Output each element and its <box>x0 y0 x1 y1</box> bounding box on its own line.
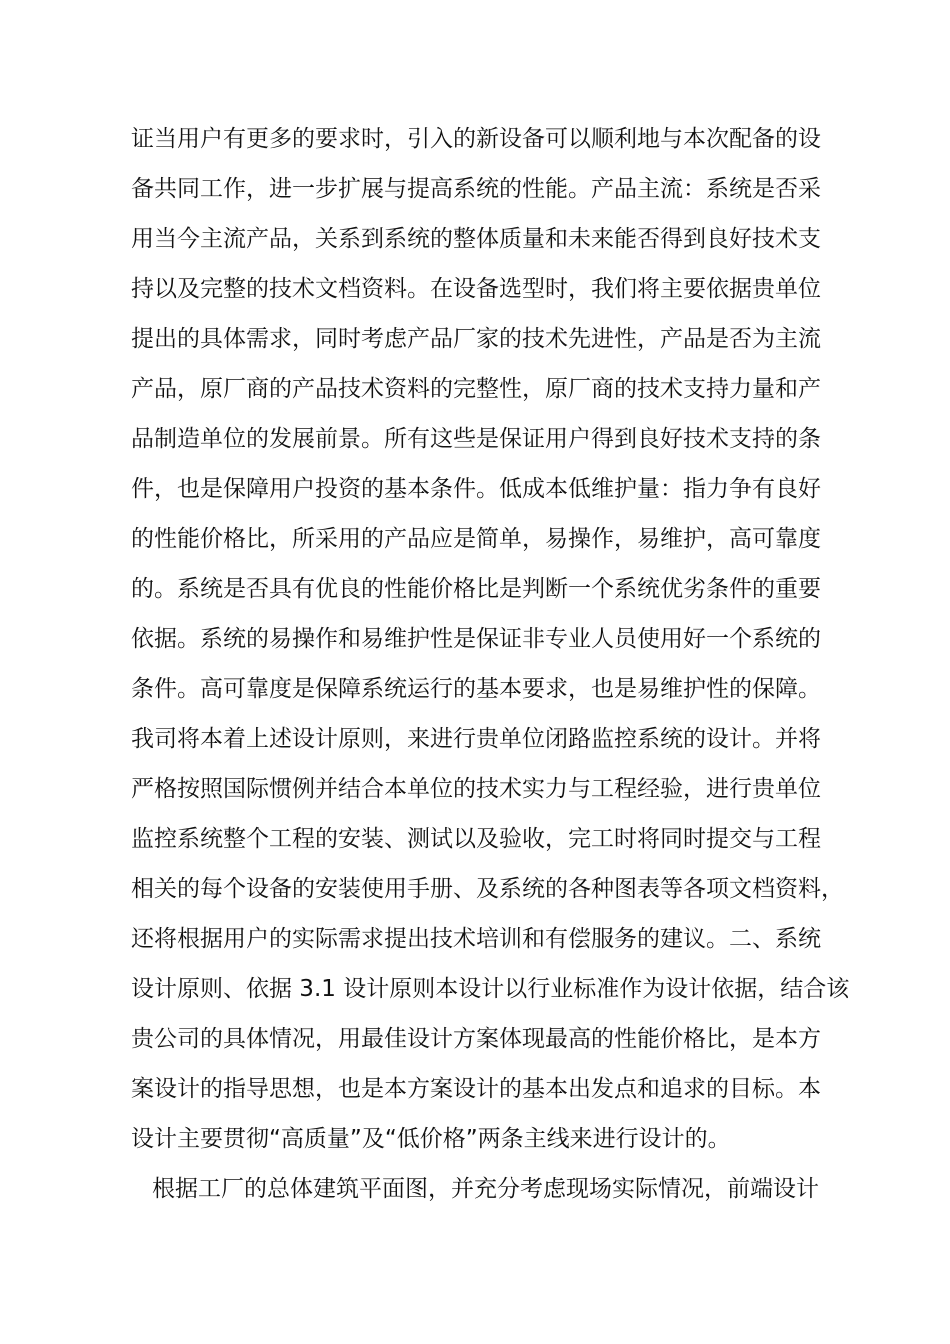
text-line-2: 备共同工作，进一步扩展与提高系统的性能。产品主流：系统是否采 <box>131 176 821 202</box>
text-line-15: 监控系统整个工程的安装、测试以及验收，完工时将同时提交与工程 <box>131 826 821 852</box>
text-line-14: 严格按照国际惯例并结合本单位的技术实力与工程经验，进行贵单位 <box>131 776 821 802</box>
text-line-8: 件，也是保障用户投资的基本条件。低成本低维护量：指力争有良好 <box>131 476 821 502</box>
text-line-20: 案设计的指导思想，也是本方案设计的基本出发点和追求的目标。本 <box>131 1076 821 1102</box>
text-line-13: 我司将本着上述设计原则，来进行贵单位闭路监控系统的设计。并将 <box>131 726 821 752</box>
body-text <box>131 114 850 1214</box>
text-line-9: 的性能价格比，所采用的产品应是简单，易操作，易维护，高可靠度 <box>131 526 821 552</box>
text-line-5: 提出的具体需求，同时考虑产品厂家的技术先进性，产品是否为主流 <box>131 326 821 352</box>
text-line-11: 依据。系统的易操作和易维护性是保证非专业人员使用好一个系统的 <box>131 626 821 652</box>
text-line-21: 设计主要贯彻“高质量”及“低价格”两条主线来进行设计的。 <box>131 1126 731 1152</box>
text-line-18: 设计原则、依据 3.1 设计原则本设计以行业标准作为设计依据，结合该 <box>131 976 850 1002</box>
text-line-16: 相关的每个设备的安装使用手册、及系统的各种图表等各项文档资料， <box>131 876 844 902</box>
text-line-1: 证当用户有更多的要求时，引入的新设备可以顺利地与本次配备的设 <box>131 126 821 152</box>
text-line-10: 的。系统是否具有优良的性能价格比是判断一个系统优劣条件的重要 <box>131 576 821 602</box>
text-line-19: 贵公司的具体情况，用最佳设计方案体现最高的性能价格比，是本方 <box>131 1026 821 1052</box>
text-line-4: 持以及完整的技术文档资料。在设备选型时，我们将主要依据贵单位 <box>131 276 821 302</box>
text-line-3: 用当今主流产品，关系到系统的整体质量和未来能否得到良好技术支 <box>131 226 821 252</box>
text-line-17: 还将根据用户的实际需求提出技术培训和有偿服务的建议。二、系统 <box>131 926 821 952</box>
paragraph-start-line: 根据工厂的总体建筑平面图，并充分考虑现场实际情况，前端设计 <box>152 1176 819 1202</box>
text-line-12: 条件。高可靠度是保障系统运行的基本要求，也是易维护性的保障。 <box>131 676 821 702</box>
text-line-7: 品制造单位的发展前景。所有这些是保证用户得到良好技术支持的条 <box>131 426 821 452</box>
text-line-6: 产品，原厂商的产品技术资料的完整性，原厂商的技术支持力量和产 <box>131 376 821 402</box>
